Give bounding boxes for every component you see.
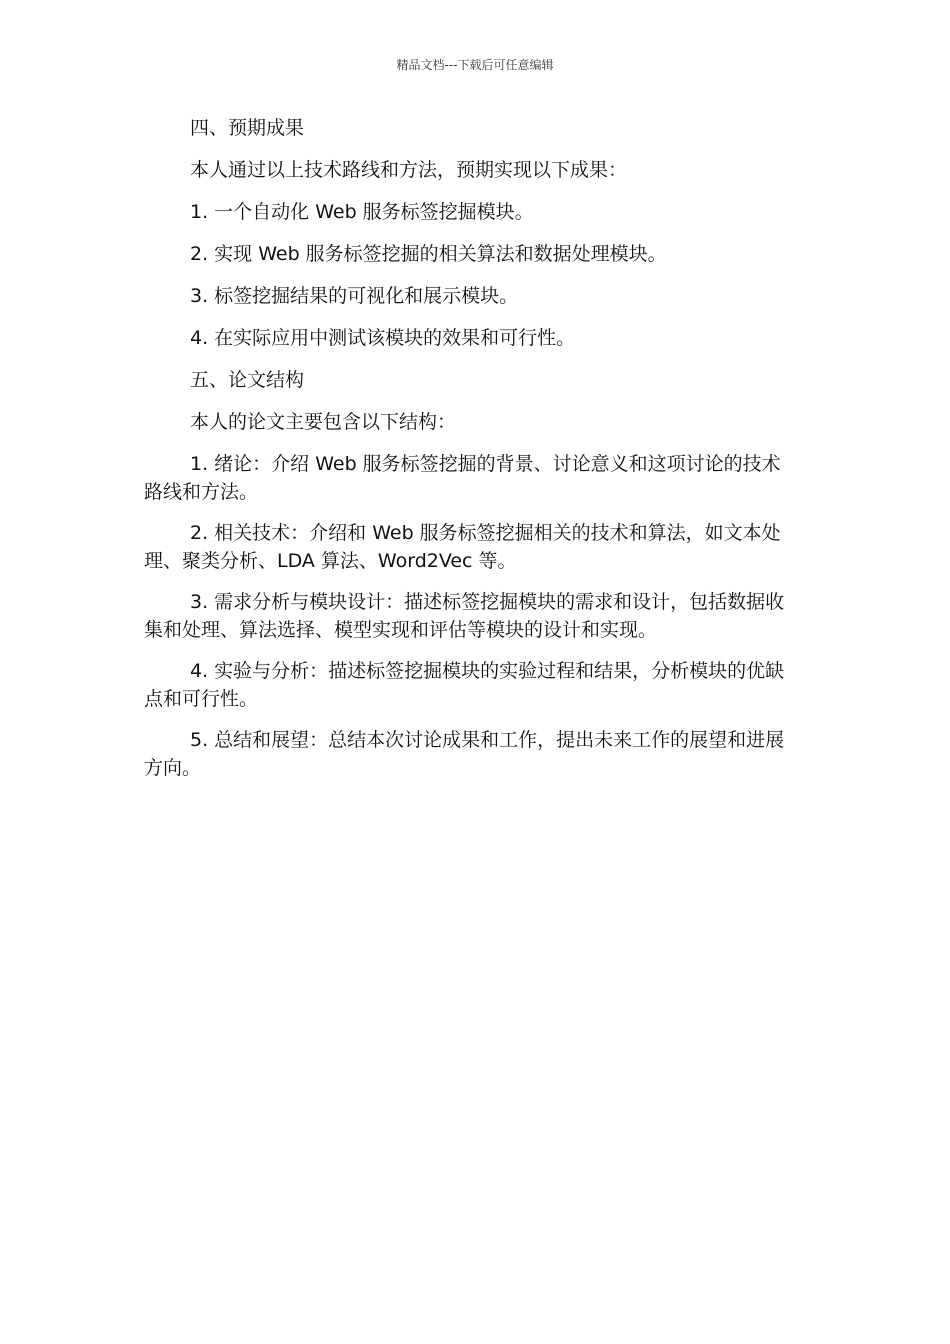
list-item-result-2: 2. 实现 Web 服务标签挖掘的相关算法和数据处理模块。 [190, 243, 667, 265]
list-item-result-4: 4. 在实际应用中测试该模块的效果和可行性。 [190, 327, 576, 349]
list-item-structure-5: 5. 总结和展望：总结本次讨论成果和工作，提出未来工作的展望和进展方向。 [144, 729, 785, 779]
list-item-structure-3: 3. 需求分析与模块设计：描述标签挖掘模块的需求和设计，包括数据收集和处理、算法选择、模型实现和评估等模块的设计和实现。 [144, 591, 785, 641]
list-item-structure-4: 4. 实验与分析：描述标签挖掘模块的实验过程和结果，分析模块的优缺点和可行性。 [144, 660, 785, 710]
page-header: 精品文档---下载后可任意编辑 [396, 58, 554, 72]
section-heading-thesis-structure: 五、论文结构 [190, 369, 305, 391]
list-item-result-3: 3. 标签挖掘结果的可视化和展示模块。 [190, 285, 519, 307]
paragraph-intro-structure: 本人的论文主要包含以下结构： [190, 411, 457, 433]
paragraph-intro-results: 本人通过以上技术路线和方法，预期实现以下成果： [190, 159, 628, 181]
list-item-result-1: 1. 一个自动化 Web 服务标签挖掘模块。 [190, 201, 534, 223]
section-heading-expected-results: 四、预期成果 [190, 117, 305, 139]
list-item-structure-2: 2. 相关技术：介绍和 Web 服务标签挖掘相关的技术和算法，如文本处理、聚类分析、LDA 算法、Word2Vec 等。 [144, 522, 781, 572]
document-body [144, 114, 798, 795]
list-item-structure-1: 1. 绪论：介绍 Web 服务标签挖掘的背景、讨论意义和这项讨论的技术路线和方法。 [144, 453, 781, 503]
